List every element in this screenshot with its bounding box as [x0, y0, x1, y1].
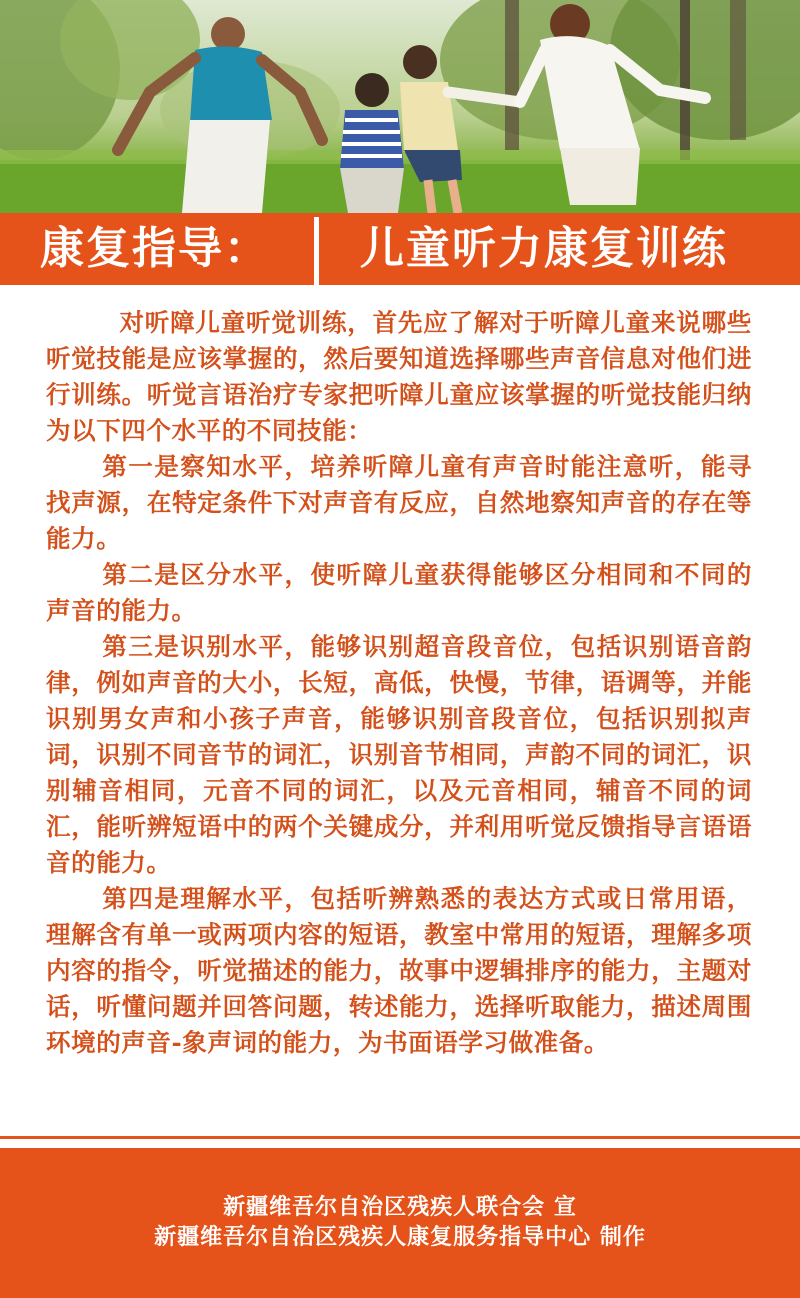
level-two-paragraph: 第二是区分水平，使听障儿童获得能够区分相同和不同的声音的能力。 — [46, 560, 752, 625]
title-band — [0, 213, 800, 285]
article-body — [46, 305, 752, 1061]
family-running-illustration — [0, 0, 800, 213]
level-one-paragraph: 第一是察知水平，培养听障儿童有声音时能注意听，能寻找声源，在特定条件下对声音有反应，自然地察知声音的存在等能力。 — [46, 452, 752, 553]
page-title: 儿童听力康复训练 — [360, 223, 728, 274]
footer-divider — [0, 1136, 800, 1139]
level-four-paragraph: 第四是理解水平，包括听辨熟悉的表达方式或日常用语，理解含有单一或两项内容的短语，教室中常用的短语，理解多项内容的指令，听觉描述的能力，故事中逻辑排序的能力，主题对话，听懂问题并回答问题，转述能力，选择听取能力，描述周围环境的声音-象声词的能力，为书面语学习做准备。 — [46, 884, 752, 1057]
producer-credit: 新疆维吾尔自治区残疾人康复服务指导中心 制作 — [154, 1224, 646, 1250]
footer — [0, 1148, 800, 1298]
section-label: 康复指导： — [40, 223, 270, 274]
intro-paragraph: 对听障儿童听觉训练，首先应了解对于听障儿童来说哪些听觉技能是应该掌握的，然后要知道选择哪些声音信息对他们进行训练。听觉言语治疗专家把听障儿童应该掌握的听觉技能归纳为以下四个水平的不同技能： — [46, 308, 752, 445]
title-divider — [314, 217, 319, 287]
header-photo — [0, 0, 800, 213]
level-three-paragraph: 第三是识别水平，能够识别超音段音位，包括识别语音韵律，例如声音的大小，长短，高低，快慢，节律，语调等，并能识别男女声和小孩子声音，能够识别音段音位，包括识别拟声词，识别不同音节的词汇，识别音节相同，声韵不同的词汇，识别辅音相同，元音不同的词汇，以及元音相同，辅音不同的词汇，能听辨短语中的两个关键成分，并利用听觉反馈指导言语语音的能力。 — [46, 632, 752, 877]
publisher-credit: 新疆维吾尔自治区残疾人联合会 宣 — [223, 1194, 577, 1220]
